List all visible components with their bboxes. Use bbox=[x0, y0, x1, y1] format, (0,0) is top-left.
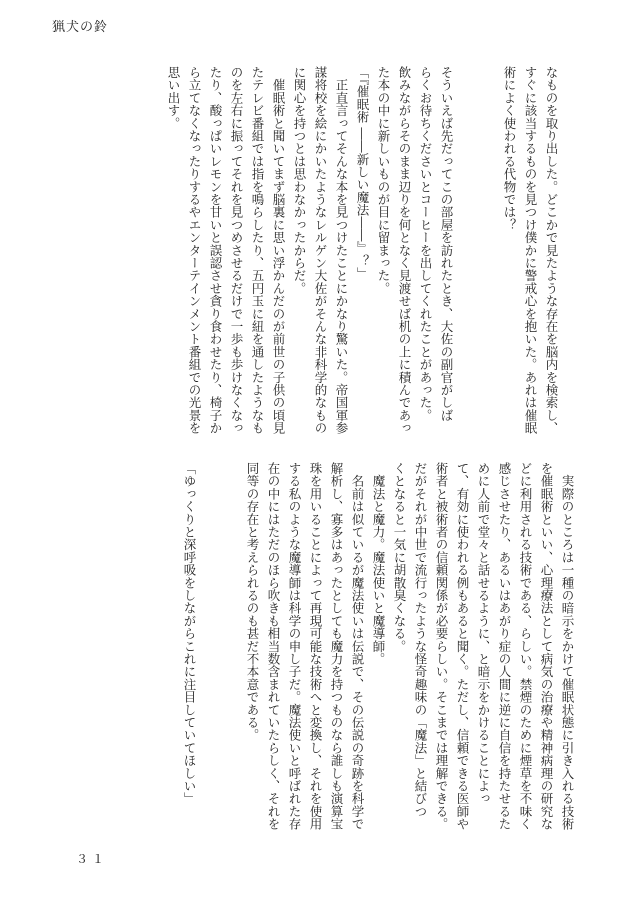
text-line: て、有効に使われる例もあると聞く。ただし、信頼できる医師や bbox=[455, 462, 470, 831]
text-line: 思い出す。 bbox=[166, 66, 181, 130]
text-line: のを左右に振ってそれを見つめさせるだけで一歩も歩けなくなっ bbox=[229, 66, 244, 435]
text-line: 在の中にはただのほら吹きも相当数含まれていたらしく、それを bbox=[266, 462, 281, 831]
text-line: 実際のところは一種の暗示をかけて催眠状態に引き入れる技術 bbox=[560, 462, 575, 831]
text-line: めに人前で堂々と話せるように、と暗示をかけることによっ bbox=[476, 462, 491, 805]
text-line: 術によく使われる代物では？ bbox=[502, 66, 517, 232]
text-line: 術者と被術者の信頼関係が必要らしい。そこまでは理解できる。 bbox=[434, 462, 449, 831]
text-line bbox=[478, 66, 499, 406]
text-line: たり、酸っぱいレモンを甘いと誤認させ貪り食わせたり、椅子か bbox=[208, 66, 223, 435]
text-line: くとなると一気に胡散臭くなる。 bbox=[392, 462, 407, 653]
text-line: すぐに該当するものを見つけ僕かに警戒心を抱いた。あれは催眠 bbox=[523, 66, 538, 435]
text-line: た本の中に新しいものが目に留まった。 bbox=[376, 66, 391, 295]
text-line: を催眠術といい、心理療法として病気の治療や精神病理の研究な bbox=[539, 462, 554, 831]
text-line: だがそれが中世で流行ったような怪奇趣味の「魔法」と結びつ bbox=[413, 462, 428, 818]
text-line: 名前は似ているが魔法使いは伝説で、その伝説の奇跡を科学で bbox=[350, 462, 365, 831]
text-line: 感じさせたり、あるいはあがり症の人間に逆に自信を持たせるた bbox=[497, 462, 512, 831]
page-number: ３１ bbox=[76, 852, 109, 866]
text-line: 「『催眠術 ――新しい魔法――』？」 bbox=[355, 66, 370, 280]
text-line: 「ゆっくりと深呼吸をしながらこれに注目していてほしい」 bbox=[182, 462, 197, 805]
text-line: 解析し、寡多はあったとしても魔力を持つものなら誰しも演算宝 bbox=[329, 462, 344, 831]
text-line: 珠を用いることによって再現可能な技術へと変換し、それを使用 bbox=[308, 462, 323, 831]
text-line: 謀将校を絵にかいたようなレルゲン大佐がそんな非科学的なもの bbox=[313, 66, 328, 435]
upper-text-block bbox=[163, 66, 562, 435]
text-line: ら立てなくなったりするやエンターテインメント番組での光景を bbox=[187, 66, 202, 435]
text-line: そういえば先だってこの部屋を訪れたとき、大佐の副官がしば bbox=[439, 66, 454, 422]
text-line: らくお待ちくださいとコーヒーを出してくれたことがあった。 bbox=[418, 66, 433, 422]
text-line: 飲みながらそのまま辺りを何となく見渡せば机の上に積んであっ bbox=[397, 66, 412, 435]
text-line: 同等の存在と考えられるのも甚だ不本意である。 bbox=[245, 462, 260, 742]
lower-text-block bbox=[179, 462, 578, 831]
text-line: に関心を持つとは思わなかったからだ。 bbox=[292, 66, 307, 295]
text-line bbox=[200, 462, 221, 818]
text-line: 催眠術と聞いてまず脳裏に思い浮かんだのが前世の子供の頃見 bbox=[271, 66, 286, 435]
running-title: 猟犬の鈴 bbox=[52, 20, 109, 35]
text-line bbox=[221, 462, 242, 818]
text-line: 魔法と魔力。魔法使いと魔導師。 bbox=[371, 462, 386, 666]
text-line bbox=[457, 66, 478, 406]
text-line: なものを取り出した。どこかで見たような存在を脳内を検索し、 bbox=[544, 66, 559, 435]
text-line: 正直言ってそんな本を見つけたことにかなり驚いた。帝国軍参 bbox=[334, 66, 349, 435]
text-line: たテレビ番組では指を鳴らしたり、五円玉に紐を通したようなも bbox=[250, 66, 265, 435]
text-line: どに利用される技術である、らしい。禁煙のために煙草を不味く bbox=[518, 462, 533, 831]
text-line: する私のような魔導師は科学の申し子だ。魔法使いと呼ばれた存 bbox=[287, 462, 302, 831]
